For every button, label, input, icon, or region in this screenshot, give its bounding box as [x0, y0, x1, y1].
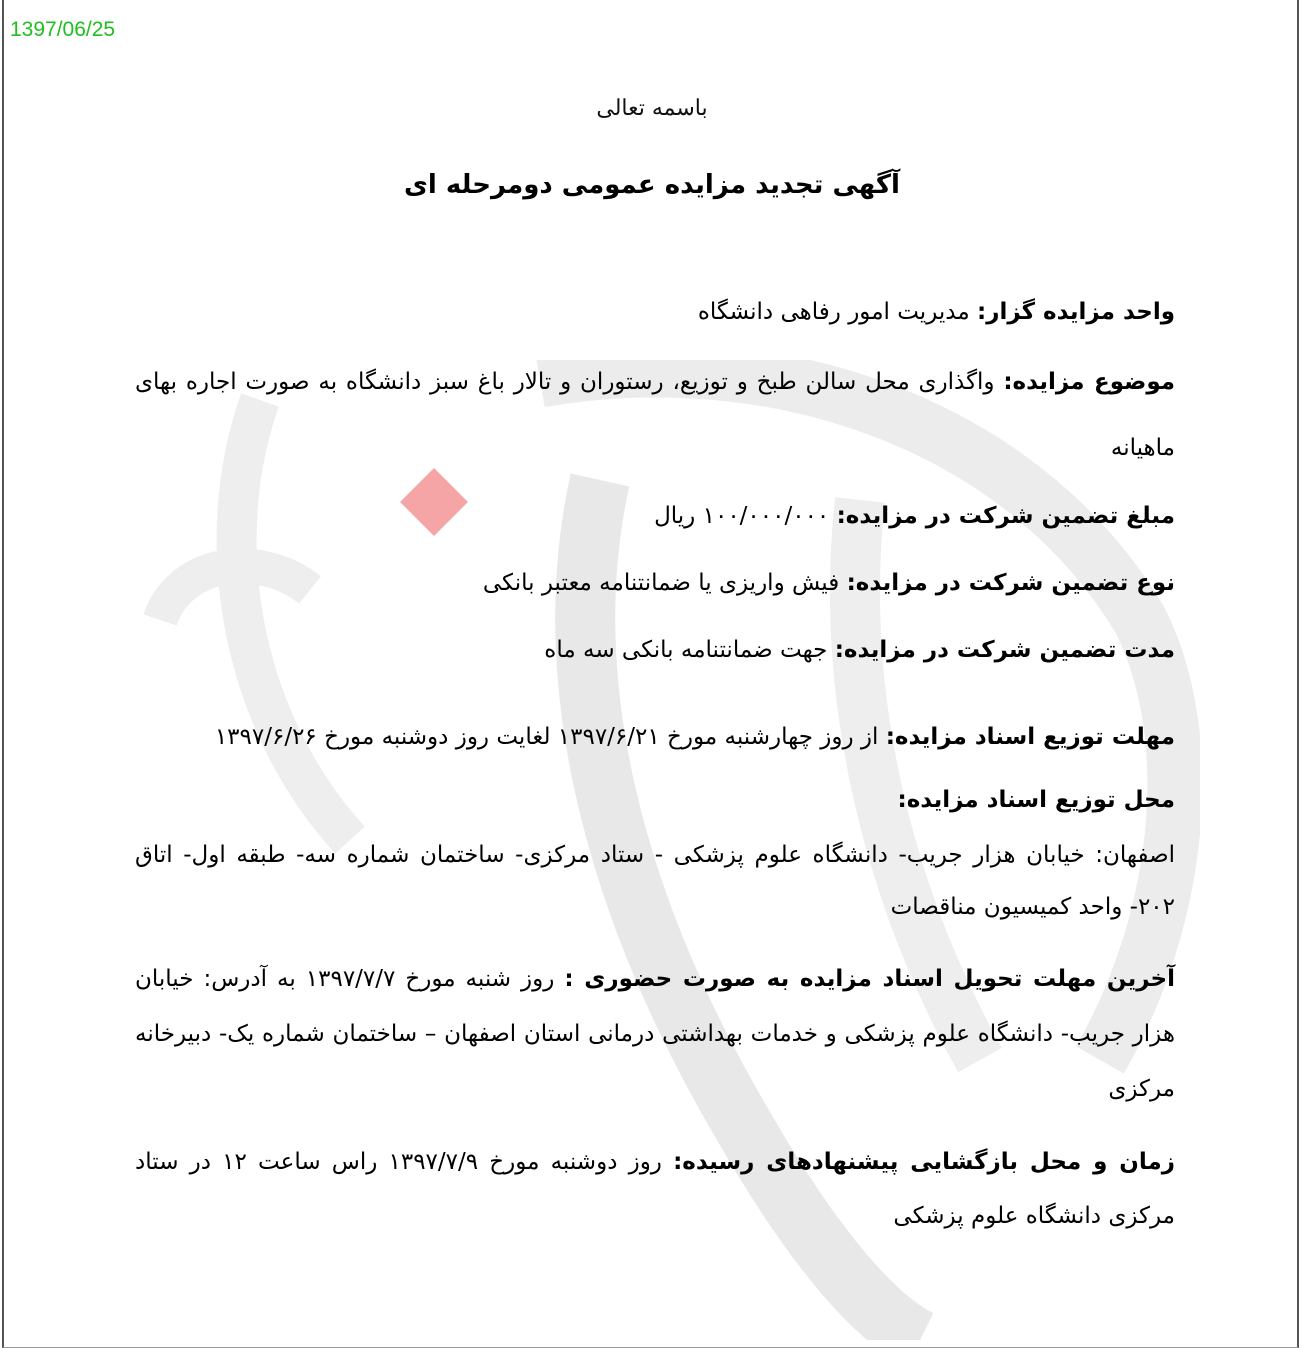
field-value: روز دوشنبه مورخ ۱۳۹۷/۷/۹ راس ساعت ۱۲ در ستاد مرکزی دانشگاه علوم پزشکی — [135, 1149, 1175, 1229]
auction-subject — [135, 349, 1175, 481]
field-label: محل توزیع اسناد مزایده: — [897, 787, 1175, 813]
field-label: زمان و محل بازگشایی پیشنهادهای رسیده: — [673, 1149, 1175, 1175]
guarantee-type — [135, 555, 1175, 611]
document-body — [135, 0, 1175, 1283]
field-label: آخرین مهلت تحویل اسناد مزایده به صورت حضوری : — [564, 966, 1175, 992]
distribution-place-heading — [135, 772, 1175, 828]
field-label: مدت تضمین شرکت در مزایده: — [834, 637, 1175, 663]
field-label: مبلغ تضمین شرکت در مزایده: — [836, 503, 1175, 529]
field-value: واگذاری محل سالن طبخ و توزیع، رستوران و تالار باغ سبز دانشگاه به صورت اجاره بهای ماهیانه — [135, 369, 1175, 461]
basmala: باسمه تعالی — [596, 96, 708, 121]
field-value: ۱۰۰/۰۰۰/۰۰۰ ریال — [654, 503, 837, 529]
distribution-place-address — [135, 829, 1175, 933]
date-stamp: 1397/06/25 — [10, 18, 116, 41]
field-label: نوع تضمین شرکت در مزایده: — [846, 570, 1175, 596]
auctioneer-unit — [135, 284, 1175, 340]
submission-deadline — [135, 952, 1175, 1117]
field-value: اصفهان: خیابان هزار جریب- دانشگاه علوم پزشکی - ستاد مرکزی- ساختمان شماره سه- طبقه اول- اتاق ۲۰۲- واحد کمیسیون مناقصات — [135, 842, 1175, 920]
field-label: موضوع مزایده: — [1003, 369, 1175, 395]
field-value: روز شنبه مورخ ۱۳۹۷/۷/۷ به آدرس: خیابان هزار جریب- دانشگاه علوم پزشکی و خدمات بهداشتی درمانی استان اصفهان – ساختمان شماره یک- دبیرخانه مرکزی — [135, 966, 1175, 1102]
document-title: آگهی تجدید مزایده عمومی دومرحله ای — [404, 170, 900, 200]
guarantee-duration — [135, 622, 1175, 678]
field-value: مدیریت امور رفاهی دانشگاه — [697, 299, 977, 325]
field-value: فیش واریزی یا ضمانتنامه معتبر بانکی — [482, 570, 847, 596]
field-label: واحد مزایده گزار: — [977, 299, 1175, 325]
distribution-period — [135, 709, 1175, 765]
opening-time-place — [135, 1135, 1175, 1243]
field-value: جهت ضمانتنامه بانکی سه ماه — [544, 637, 835, 663]
guarantee-amount — [135, 488, 1175, 544]
field-label: مهلت توزیع اسناد مزایده: — [885, 724, 1175, 750]
field-value: از روز چهارشنبه مورخ ۱۳۹۷/۶/۲۱ لغایت روز دوشنبه مورخ ۱۳۹۷/۶/۲۶ — [214, 724, 886, 750]
